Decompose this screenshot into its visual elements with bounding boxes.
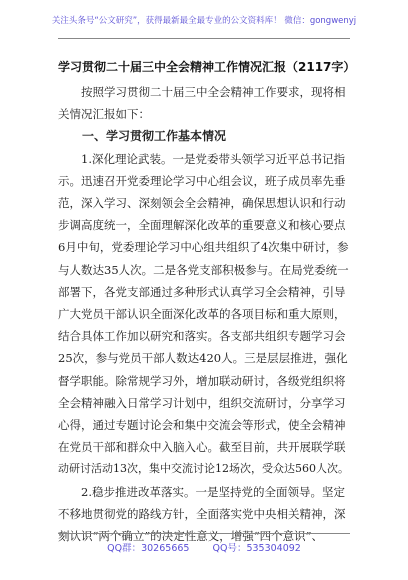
body-line: 步调高度统一，全面理解深化改革的重要意义和核心要点 <box>58 218 346 233</box>
body-line: 部署下，各党支部通过多种形式认真学习全会精神，引导 <box>58 284 346 299</box>
body-line: 在党员干部和群众中入脑入心。截至目前，共开展联学联 <box>58 440 346 455</box>
body-line: 刻认识“两个确立”的决定性意义，增强“四个意识”、 <box>58 529 324 544</box>
body-line: 心得，通过专题讨论会和集中交流会等形式，使全会精神 <box>58 418 346 433</box>
body-line: 全会精神融入日常学习计划中，组织交流研讨，分享学习 <box>58 395 346 410</box>
body-line: 结合具体工作加以研究和落实。各支部共组织专题学习会 <box>58 329 346 344</box>
document-title: 学习贯彻二十届三中全会精神工作情况汇报（2117字） <box>58 60 356 74</box>
body-line: 按照学习贯彻二十届三中全会精神工作要求，现将相 <box>58 85 346 99</box>
section-heading: 一、学习贯彻工作基本情况 <box>58 129 227 144</box>
document-body <box>58 81 350 547</box>
header-divider <box>58 38 350 39</box>
footer-qq-group: QQ群：30265665 <box>107 543 190 554</box>
footer-contact <box>0 540 408 554</box>
footer-qq-number: QQ号：535304092 <box>212 543 301 554</box>
body-line: 动研讨活动13次，集中交流讨论12场次，受众达560人次。 <box>58 462 349 476</box>
footer-divider <box>58 533 350 534</box>
body-line: 广大党员干部认识全面深化改革的各项目标和重大原则， <box>58 307 346 322</box>
header-promo-note: 关注头条号“公文研究”，获得最新最全最专业的公文资料库！ 微信：gongwenyj <box>51 16 357 26</box>
body-line: 不移地贯彻党的路线方针，全面落实党中央相关精神，深 <box>58 506 346 521</box>
body-line: 与人数达35人次。二是各党支部积极参与。在局党委统一 <box>58 262 349 277</box>
body-line: 示。迅速召开党委理论学习中心组会议，班子成员率先垂 <box>58 173 346 188</box>
body-line: 督学职能。除常规学习外，增加联动研讨，各级党组织将 <box>58 373 346 388</box>
body-line: 关情况汇报如下： <box>58 107 150 122</box>
body-line: 范，深入学习、深刻领会全会精神，确保思想认识和行动 <box>58 196 346 211</box>
body-line: 1.深化理论武装。一是党委带头领学习近平总书记指 <box>58 151 345 166</box>
body-line: 25次，参与党员干部人数达420人。三是层层推进，强化 <box>58 351 348 366</box>
body-line: 6月中旬，党委理论学习中心组共组织了4次集中研讨，参 <box>58 240 349 255</box>
body-line: 2.稳步推进改革落实。一是坚持党的全面领导。坚定 <box>58 484 345 499</box>
